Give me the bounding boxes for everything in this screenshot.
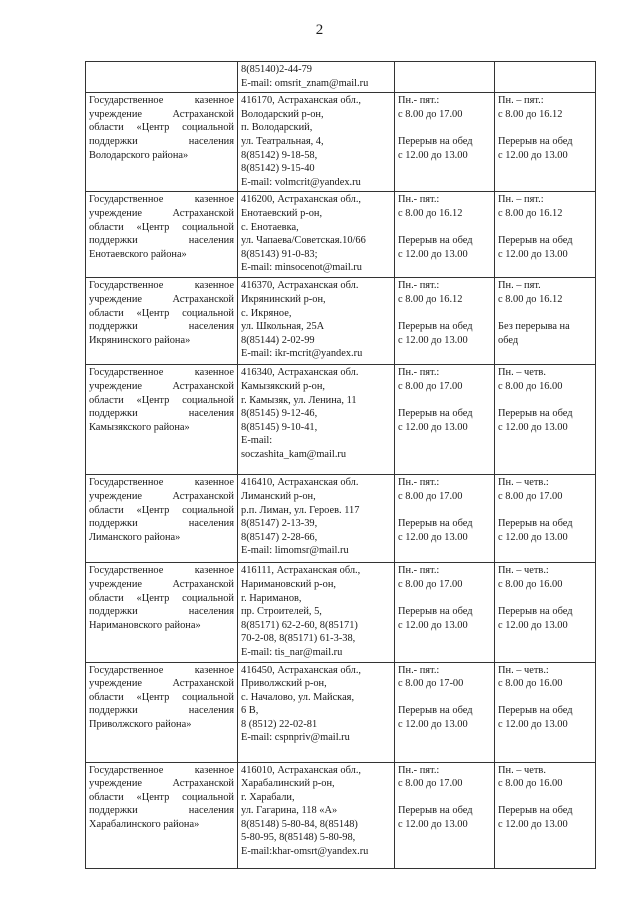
- cell-line: [498, 394, 592, 408]
- cell-line: 416200, Астраханская обл.,: [241, 194, 362, 206]
- consult-hours-cell: [495, 475, 596, 563]
- cell-line: с 12.00 до 13.00: [498, 531, 568, 543]
- cell-line: с 12.00 до 13.00: [398, 421, 468, 433]
- cell-line: 8(85148) 5-80-84, 8(85148): [241, 818, 358, 830]
- address-cell: [238, 762, 395, 868]
- address-cell: [238, 662, 395, 762]
- cell-line: 8(85147) 2-28-66,: [241, 531, 318, 543]
- org-name-cell: [86, 365, 238, 475]
- cell-line: Пн.- пят.:: [398, 280, 440, 292]
- cell-line: 8(85142) 9-15-40: [241, 163, 315, 175]
- table-row: [86, 278, 596, 365]
- cell-line: [498, 221, 592, 235]
- cell-line: Икрянинский р-он,: [241, 293, 326, 305]
- cell-line: Государственное казенное учреждение Астраханской области «Центр социальной поддержки населения Приволжского района»: [89, 664, 234, 730]
- cell-line: Перерыв на обед: [398, 705, 473, 717]
- cell-line: Без перерыва на: [498, 321, 570, 333]
- cell-line: с. Икряное,: [241, 307, 292, 319]
- cell-line: E-mail: cspnpriv@mail.ru: [241, 732, 350, 744]
- page-number: 2: [315, 22, 324, 38]
- cell-line: [498, 504, 592, 518]
- consult-hours-cell: [495, 93, 596, 192]
- cell-line: с 8.00 до 17.00: [398, 380, 463, 392]
- weekday-hours-cell: [395, 365, 495, 475]
- cell-line: г. Камызяк, ул. Ленина, 11: [241, 394, 357, 406]
- cell-line: с 8.00 до 16.12: [498, 108, 563, 120]
- table-row: [86, 365, 596, 475]
- cell-line: Государственное казенное учреждение Астраханской области «Центр социальной поддержки населения Харабалинского района»: [89, 764, 234, 830]
- cell-line: Государственное казенное учреждение Астраханской области «Центр социальной поддержки населения Лиманского района»: [89, 477, 234, 543]
- cell-line: Харабалинский р-он,: [241, 778, 335, 790]
- table-row: [86, 475, 596, 563]
- cell-line: с 8.00 до 16.12: [398, 207, 463, 219]
- cell-line: Камызякский р-он,: [241, 380, 326, 392]
- cell-line: [398, 504, 491, 518]
- cell-line: п. Володарский,: [241, 122, 313, 134]
- consult-hours-cell: [495, 563, 596, 662]
- cell-line: Пн. – четв.: [498, 367, 546, 379]
- cell-line: Государственное казенное учреждение Астраханской области «Центр социальной поддержки населения Енотаевского района»: [89, 194, 234, 260]
- cell-line: с 12.00 до 13.00: [398, 248, 468, 260]
- cell-line: Пн.- пят.:: [398, 764, 440, 776]
- cell-line: 6 В,: [241, 705, 259, 717]
- cell-line: 416170, Астраханская обл.,: [241, 95, 362, 107]
- org-name-cell: [86, 192, 238, 278]
- cell-line: 8(85140)2-44-79: [241, 64, 312, 75]
- table-row: [86, 192, 596, 278]
- cell-line: 8(85143) 91-0-83;: [241, 248, 318, 260]
- address-cell: [238, 93, 395, 192]
- cell-line: Перерыв на обед: [398, 606, 473, 618]
- consult-hours-cell: [495, 62, 596, 93]
- cell-line: [398, 691, 491, 705]
- cell-line: 416010, Астраханская обл.,: [241, 764, 362, 776]
- weekday-hours-cell: [395, 563, 495, 662]
- cell-line: [498, 121, 592, 135]
- cell-line: Володарский р-он,: [241, 108, 324, 120]
- cell-line: г. Нариманов,: [241, 592, 302, 604]
- cell-line: с 12.00 до 13.00: [498, 421, 568, 433]
- cell-line: 416410, Астраханская обл.: [241, 477, 359, 489]
- cell-line: E-mail: volmcrit@yandex.ru: [241, 176, 361, 188]
- weekday-hours-cell: [395, 192, 495, 278]
- cell-line: 8(85144) 2-02-99: [241, 334, 315, 346]
- cell-line: с 8.00 до 17.00: [398, 108, 463, 120]
- cell-line: Государственное казенное учреждение Астраханской области «Центр социальной поддержки населения Икрянинского района»: [89, 280, 234, 346]
- cell-line: ул. Театральная, 4,: [241, 135, 324, 147]
- cell-line: с. Началово, ул. Майская,: [241, 691, 355, 703]
- cell-line: [498, 592, 592, 606]
- consult-hours-cell: [495, 278, 596, 365]
- cell-line: E-mail:: [241, 435, 273, 447]
- cell-line: 416340, Астраханская обл.: [241, 367, 359, 379]
- cell-line: Государственное казенное учреждение Астраханской области «Центр социальной поддержки населения Камызякского района»: [89, 367, 234, 433]
- cell-line: [398, 791, 491, 805]
- cell-line: [398, 592, 491, 606]
- table-body: [86, 62, 596, 869]
- org-name-cell: [86, 662, 238, 762]
- cell-line: Перерыв на обед: [398, 408, 473, 420]
- cell-line: с 8.00 до 17.00: [498, 490, 563, 502]
- cell-line: с 12.00 до 13.00: [498, 718, 568, 730]
- cell-line: с 8.00 до 16.12: [398, 293, 463, 305]
- cell-line: Пн.- пят.:: [398, 664, 440, 676]
- cell-line: Пн. – четв.:: [498, 565, 549, 577]
- cell-line: с 12.00 до 13.00: [498, 248, 568, 260]
- table-row: [86, 762, 596, 868]
- address-cell: [238, 192, 395, 278]
- cell-line: Лиманский р-он,: [241, 490, 316, 502]
- weekday-hours-cell: [395, 62, 495, 93]
- cell-line: Пн.- пят.:: [398, 367, 440, 379]
- cell-line: с 8.00 до 16.12: [498, 207, 563, 219]
- address-cell: [238, 365, 395, 475]
- cell-line: E-mail: ikr-mcrit@yandex.ru: [241, 348, 363, 360]
- cell-line: E-mail: omsrit_znam@mail.ru: [241, 77, 369, 89]
- cell-line: E-mail: tis_nar@mail.ru: [241, 646, 343, 658]
- cell-line: 8(85171) 62-2-60, 8(85171): [241, 619, 358, 631]
- cell-line: Пн. – пят.:: [498, 194, 544, 206]
- table-row: [86, 62, 596, 93]
- cell-line: [398, 307, 491, 321]
- cell-line: E-mail: limomsr@mail.ru: [241, 545, 349, 557]
- cell-line: Перерыв на обед: [498, 135, 573, 147]
- cell-line: Пн. – пят.:: [498, 95, 544, 107]
- cell-line: Перерыв на обед: [398, 321, 473, 333]
- table-row: [86, 93, 596, 192]
- cell-line: Пн. – четв.:: [498, 664, 549, 676]
- org-name-cell: [86, 563, 238, 662]
- org-name-cell: [86, 762, 238, 868]
- cell-line: Енотаевский р-он,: [241, 207, 323, 219]
- cell-line: Перерыв на обед: [398, 518, 473, 530]
- org-name-cell: [86, 93, 238, 192]
- cell-line: обед: [498, 334, 519, 346]
- consult-hours-cell: [495, 662, 596, 762]
- cell-line: E-mail: minsocenot@mail.ru: [241, 262, 362, 274]
- cell-line: Перерыв на обед: [498, 805, 573, 817]
- cell-line: 5-80-95, 8(85148) 5-80-98,: [241, 832, 356, 844]
- cell-line: [498, 691, 592, 705]
- cell-line: с 8.00 до 17.00: [398, 490, 463, 502]
- cell-line: soczashita_kam@mail.ru: [241, 448, 347, 460]
- cell-line: Перерыв на обед: [498, 235, 573, 247]
- cell-line: [398, 221, 491, 235]
- cell-line: Государственное казенное учреждение Астраханской области «Центр социальной поддержки населения Володарского района»: [89, 95, 234, 161]
- cell-line: с 8.00 до 17.00: [398, 578, 463, 590]
- cell-line: с. Енотаевка,: [241, 221, 299, 233]
- cell-line: г. Харабали,: [241, 791, 295, 803]
- cell-line: Пн.- пят.:: [398, 194, 440, 206]
- cell-line: Пн. – четв.: [498, 764, 546, 776]
- cell-line: ул. Школьная, 25А: [241, 321, 325, 333]
- cell-line: 416450, Астраханская обл.,: [241, 664, 362, 676]
- cell-line: 8(85147) 2-13-39,: [241, 518, 318, 530]
- address-cell: [238, 563, 395, 662]
- cell-line: Государственное казенное учреждение Астраханской области «Центр социальной поддержки населения Наримановского района»: [89, 565, 234, 631]
- cell-line: Перерыв на обед: [498, 518, 573, 530]
- cell-line: с 8.00 до 16.12: [498, 293, 563, 305]
- consult-hours-cell: [495, 192, 596, 278]
- cell-line: [498, 791, 592, 805]
- cell-line: ул. Гагарина, 118 «А»: [241, 805, 338, 817]
- cell-line: 8(85145) 9-10-41,: [241, 421, 318, 433]
- cell-line: [398, 121, 491, 135]
- cell-line: E-mail:khar-omsrt@yandex.ru: [241, 846, 369, 858]
- consult-hours-cell: [495, 762, 596, 868]
- weekday-hours-cell: [395, 662, 495, 762]
- cell-line: с 12.00 до 13.00: [398, 531, 468, 543]
- org-name-cell: [86, 475, 238, 563]
- cell-line: [498, 307, 592, 321]
- cell-line: Пн.- пят.:: [398, 477, 440, 489]
- cell-line: Пн. – четв.:: [498, 477, 549, 489]
- cell-line: [398, 394, 491, 408]
- cell-line: 8(85145) 9-12-46,: [241, 408, 318, 420]
- cell-line: с 8.00 до 16.00: [498, 380, 563, 392]
- cell-line: Приволжский р-он,: [241, 678, 327, 690]
- consult-hours-cell: [495, 365, 596, 475]
- cell-line: Пн.- пят.:: [398, 565, 440, 577]
- address-cell: [238, 278, 395, 365]
- cell-line: с 12.00 до 13.00: [398, 334, 468, 346]
- cell-line: Пн. – пят.: [498, 280, 541, 292]
- address-cell: [238, 62, 395, 93]
- cell-line: 8(85142) 9-18-58,: [241, 149, 318, 161]
- cell-line: с 12.00 до 13.00: [398, 149, 468, 161]
- cell-line: Перерыв на обед: [398, 135, 473, 147]
- cell-line: Наримановский р-он,: [241, 578, 336, 590]
- cell-line: с 8.00 до 16.00: [498, 578, 563, 590]
- org-name-cell: [86, 278, 238, 365]
- cell-line: с 8.00 до 16.00: [498, 678, 563, 690]
- cell-line: с 12.00 до 13.00: [398, 619, 468, 631]
- weekday-hours-cell: [395, 762, 495, 868]
- weekday-hours-cell: [395, 278, 495, 365]
- centers-table: [85, 61, 596, 869]
- cell-line: пр. Строителей, 5,: [241, 606, 322, 618]
- cell-line: Перерыв на обед: [398, 805, 473, 817]
- cell-line: с 12.00 до 13.00: [398, 718, 468, 730]
- cell-line: Перерыв на обед: [398, 235, 473, 247]
- table-row: [86, 662, 596, 762]
- cell-line: ул. Чапаева/Советская.10/66: [241, 235, 366, 247]
- org-name-cell: [86, 62, 238, 93]
- weekday-hours-cell: [395, 475, 495, 563]
- cell-line: 70-2-08, 8(85171) 61-3-38,: [241, 633, 356, 645]
- table-row: [86, 563, 596, 662]
- cell-line: р.п. Лиман, ул. Героев. 117: [241, 504, 360, 516]
- cell-line: 8 (8512) 22-02-81: [241, 718, 318, 730]
- cell-line: с 12.00 до 13.00: [398, 818, 468, 830]
- cell-line: Перерыв на обед: [498, 408, 573, 420]
- cell-line: 416111, Астраханская обл.,: [241, 565, 361, 577]
- address-cell: [238, 475, 395, 563]
- weekday-hours-cell: [395, 93, 495, 192]
- cell-line: Перерыв на обед: [498, 705, 573, 717]
- cell-line: с 12.00 до 13.00: [498, 818, 568, 830]
- cell-line: с 12.00 до 13.00: [498, 619, 568, 631]
- cell-line: с 8.00 до 17-00: [398, 678, 464, 690]
- cell-line: с 8.00 до 17.00: [398, 778, 463, 790]
- cell-line: 416370, Астраханская обл.: [241, 280, 359, 292]
- cell-line: с 8.00 до 16.00: [498, 778, 563, 790]
- cell-line: Перерыв на обед: [498, 606, 573, 618]
- cell-line: с 12.00 до 13.00: [498, 149, 568, 161]
- cell-line: Пн.- пят.:: [398, 95, 440, 107]
